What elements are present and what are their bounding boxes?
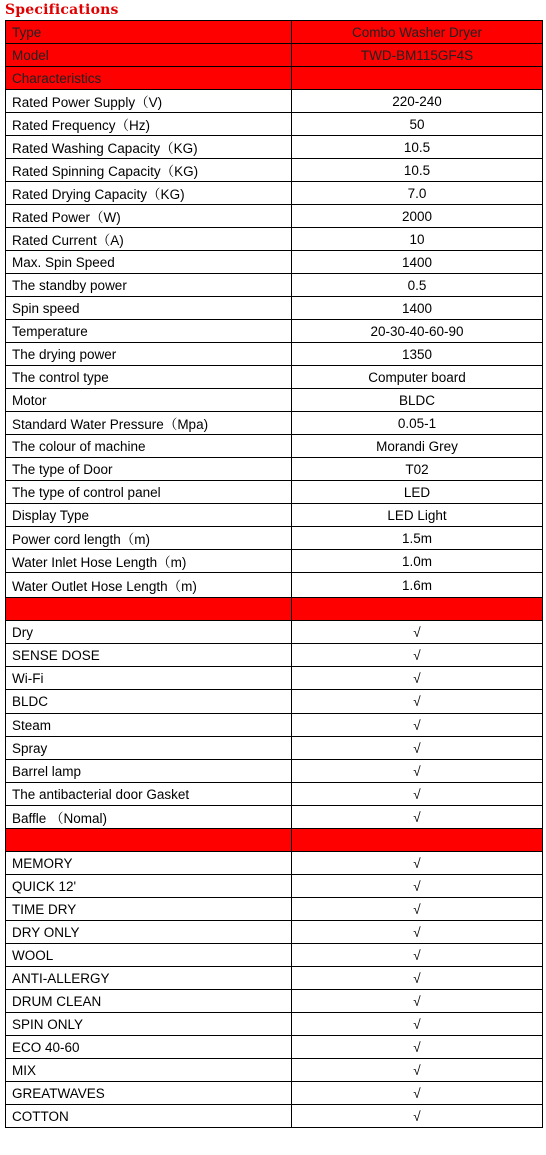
feature-row xyxy=(6,714,543,737)
spec-value: BLDC xyxy=(292,389,543,412)
spec-label: Rated Power（W) xyxy=(6,205,292,228)
specifications-table xyxy=(5,20,543,1128)
spec-value: 1.6m xyxy=(292,573,543,598)
feature-row xyxy=(6,806,543,829)
feature-label: Baffle （Nomal) xyxy=(6,806,292,829)
spec-row xyxy=(6,412,543,435)
feature-label: BLDC xyxy=(6,690,292,714)
type-row xyxy=(6,21,543,44)
spec-label xyxy=(6,412,292,435)
check-mark: √ xyxy=(292,667,543,690)
spec-value: Morandi Grey xyxy=(292,435,543,458)
program-row xyxy=(6,990,543,1013)
type-value: Combo Washer Dryer xyxy=(292,21,543,44)
spec-row xyxy=(6,527,543,550)
spec-value: 7.0 xyxy=(292,182,543,205)
features-header-cell xyxy=(6,598,292,621)
program-row xyxy=(6,967,543,990)
program-label: DRY ONLY xyxy=(6,921,292,944)
check-mark: √ xyxy=(292,921,543,944)
check-mark: √ xyxy=(292,737,543,760)
check-mark: √ xyxy=(292,1036,543,1059)
spec-row xyxy=(6,389,543,412)
check-mark: √ xyxy=(292,1013,543,1036)
program-row xyxy=(6,852,543,875)
spec-label: Temperature xyxy=(6,320,292,343)
spec-row xyxy=(6,274,543,297)
model-label: Model xyxy=(6,44,292,67)
spec-value: 220-240 xyxy=(292,90,543,113)
features-section-header xyxy=(6,598,543,621)
spec-value: 1350 xyxy=(292,343,543,366)
check-mark: √ xyxy=(292,944,543,967)
spec-row xyxy=(6,136,543,159)
spec-value: 1400 xyxy=(292,251,543,274)
spec-row xyxy=(6,205,543,228)
spec-label: Rated Power Supply（V) xyxy=(6,90,292,113)
spec-value: LED xyxy=(292,481,543,504)
spec-label: Rated Frequency（Hz) xyxy=(6,113,292,136)
feature-label: Barrel lamp xyxy=(6,760,292,783)
spec-value: 1.0m xyxy=(292,550,543,573)
spec-value: 0.05-1 xyxy=(292,412,543,435)
feature-label: Spray xyxy=(6,737,292,760)
spec-label: Motor xyxy=(6,389,292,412)
program-label: MEMORY xyxy=(6,852,292,875)
program-label: SPIN ONLY xyxy=(6,1013,292,1036)
check-mark: √ xyxy=(292,1082,543,1105)
spec-value: 2000 xyxy=(292,205,543,228)
program-label: TIME DRY xyxy=(6,898,292,921)
feature-label: The antibacterial door Gasket xyxy=(6,783,292,806)
spec-label-text: Standard Water Pressure（Mpa) xyxy=(12,417,209,432)
features-header-cell xyxy=(292,598,543,621)
spec-row xyxy=(6,320,543,343)
check-mark: √ xyxy=(292,875,543,898)
program-row xyxy=(6,1013,543,1036)
programs-header-cell xyxy=(6,829,292,852)
feature-row xyxy=(6,760,543,783)
spec-label: Spin speed xyxy=(6,297,292,320)
program-label: ECO 40-60 xyxy=(6,1036,292,1059)
feature-row xyxy=(6,690,543,714)
check-mark: √ xyxy=(292,690,543,714)
spec-value: Computer board xyxy=(292,366,543,389)
spec-row xyxy=(6,550,543,573)
spec-row xyxy=(6,435,543,458)
spec-label: Rated Drying Capacity（KG) xyxy=(6,182,292,205)
spec-label: Rated Washing Capacity（KG) xyxy=(6,136,292,159)
program-label: QUICK 12' xyxy=(6,875,292,898)
programs-header-cell xyxy=(292,829,543,852)
spec-row xyxy=(6,504,543,527)
program-row xyxy=(6,1036,543,1059)
characteristics-header-row xyxy=(6,67,543,90)
spec-label: Display Type xyxy=(6,504,292,527)
program-label: DRUM CLEAN xyxy=(6,990,292,1013)
spec-label: The colour of machine xyxy=(6,435,292,458)
check-mark: √ xyxy=(292,783,543,806)
feature-label: SENSE DOSE xyxy=(6,644,292,667)
spec-row xyxy=(6,343,543,366)
spec-label: Water Inlet Hose Length（m) xyxy=(6,550,292,573)
program-row xyxy=(6,875,543,898)
program-row xyxy=(6,1105,543,1128)
check-mark: √ xyxy=(292,967,543,990)
spec-value: 10.5 xyxy=(292,159,543,182)
feature-label: Steam xyxy=(6,714,292,737)
feature-label: Wi-Fi xyxy=(6,667,292,690)
program-label: GREATWAVES xyxy=(6,1082,292,1105)
spec-row xyxy=(6,573,543,598)
spec-label: Power cord length（m) xyxy=(6,527,292,550)
feature-row xyxy=(6,621,543,644)
program-row xyxy=(6,944,543,967)
type-label: Type xyxy=(6,21,292,44)
program-row xyxy=(6,1059,543,1082)
spec-value: 10 xyxy=(292,228,543,251)
feature-row xyxy=(6,667,543,690)
spec-row xyxy=(6,90,543,113)
check-mark: √ xyxy=(292,760,543,783)
spec-label: The type of control panel xyxy=(6,481,292,504)
spec-value: 20-30-40-60-90 xyxy=(292,320,543,343)
program-row xyxy=(6,921,543,944)
check-mark: √ xyxy=(292,852,543,875)
feature-row xyxy=(6,737,543,760)
spec-row xyxy=(6,182,543,205)
program-label: WOOL xyxy=(6,944,292,967)
spec-label: Rated Current（A) xyxy=(6,228,292,251)
characteristics-value xyxy=(292,67,543,90)
spec-value: 1.5m xyxy=(292,527,543,550)
spec-value: T02 xyxy=(292,458,543,481)
feature-label: Dry xyxy=(6,621,292,644)
spec-value: 0.5 xyxy=(292,274,543,297)
check-mark: √ xyxy=(292,990,543,1013)
check-mark: √ xyxy=(292,806,543,829)
spec-row xyxy=(6,366,543,389)
spec-value: LED Light xyxy=(292,504,543,527)
spec-label: The standby power xyxy=(6,274,292,297)
spec-value: 50 xyxy=(292,113,543,136)
spec-row xyxy=(6,228,543,251)
spec-row xyxy=(6,159,543,182)
spec-value: 10.5 xyxy=(292,136,543,159)
program-row xyxy=(6,1082,543,1105)
check-mark: √ xyxy=(292,621,543,644)
check-mark: √ xyxy=(292,714,543,737)
characteristics-label: Characteristics xyxy=(6,67,292,90)
spec-row xyxy=(6,481,543,504)
feature-row xyxy=(6,644,543,667)
page-title: Specifications xyxy=(5,2,119,18)
program-label: COTTON xyxy=(6,1105,292,1128)
model-value: TWD-BM115GF4S xyxy=(292,44,543,67)
spec-row xyxy=(6,251,543,274)
spec-label: Rated Spinning Capacity（KG) xyxy=(6,159,292,182)
check-mark: √ xyxy=(292,644,543,667)
check-mark: √ xyxy=(292,898,543,921)
spec-label: The drying power xyxy=(6,343,292,366)
check-mark: √ xyxy=(292,1105,543,1128)
program-label: MIX xyxy=(6,1059,292,1082)
model-row xyxy=(6,44,543,67)
spec-label: Max. Spin Speed xyxy=(6,251,292,274)
spec-value: 1400 xyxy=(292,297,543,320)
check-mark: √ xyxy=(292,1059,543,1082)
program-label: ANTI-ALLERGY xyxy=(6,967,292,990)
spec-row xyxy=(6,113,543,136)
spec-label: Water Outlet Hose Length（m) xyxy=(6,573,292,598)
spec-label: The control type xyxy=(6,366,292,389)
program-row xyxy=(6,898,543,921)
feature-row xyxy=(6,783,543,806)
spec-row xyxy=(6,297,543,320)
spec-row xyxy=(6,458,543,481)
spec-label: The type of Door xyxy=(6,458,292,481)
programs-section-header xyxy=(6,829,543,852)
